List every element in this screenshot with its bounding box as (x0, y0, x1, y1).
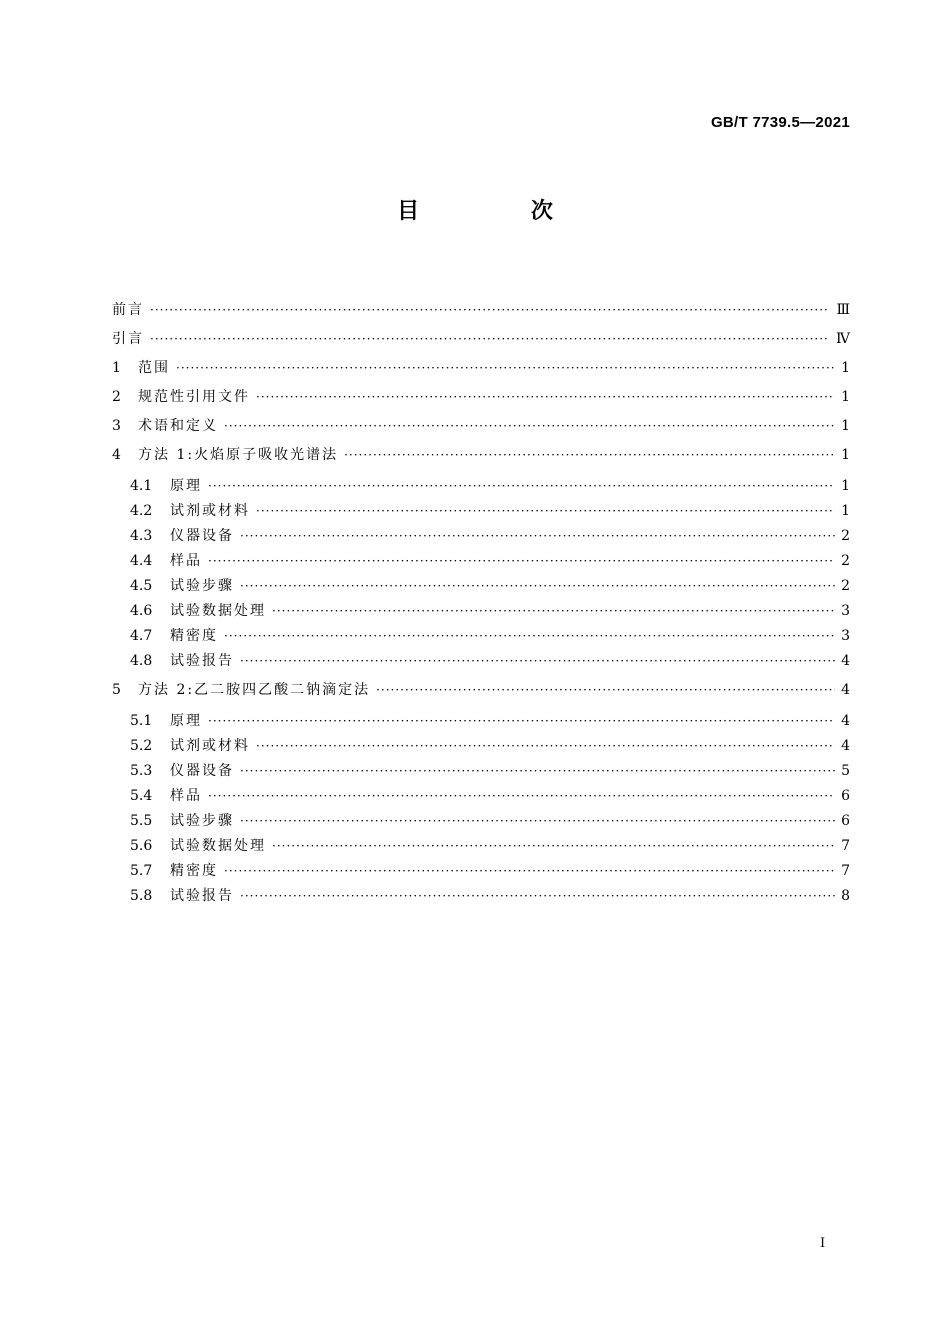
toc-entry-title: 试验步骤 (170, 813, 234, 829)
toc-dot-leader (176, 359, 835, 377)
toc-entry-number: 5.2 (130, 738, 153, 754)
toc-entry[interactable] (112, 412, 850, 441)
toc-entry[interactable] (112, 354, 850, 383)
toc-entry-title: 规范性引用文件 (138, 389, 250, 405)
toc-entry-page: 3 (841, 628, 850, 644)
toc-entry-number: 5.8 (130, 888, 153, 904)
toc-entry[interactable] (112, 325, 850, 354)
toc-entry-page: Ⅲ (836, 302, 850, 318)
toc-dot-leader (150, 330, 830, 348)
toc-entry-page: 6 (841, 788, 850, 804)
toc-entry-page: 1 (841, 447, 850, 463)
toc-dot-leader (224, 417, 835, 435)
toc-dot-leader (256, 502, 835, 520)
toc-entry-page: 1 (841, 418, 850, 434)
toc-entry-number: 5.5 (130, 813, 153, 829)
toc-entry-number: 4.1 (130, 478, 153, 494)
toc-entry[interactable] (112, 651, 850, 676)
toc-dot-leader (224, 627, 835, 645)
toc-dot-leader (208, 787, 835, 805)
toc-entry[interactable] (112, 576, 850, 601)
toc-entry-title: 试验数据处理 (170, 603, 266, 619)
toc-entry-number: 4 (112, 447, 121, 463)
toc-dot-leader (240, 887, 835, 905)
toc-entry[interactable] (112, 501, 850, 526)
toc-entry-title: 方法 1:火焰原子吸收光谱法 (138, 447, 339, 463)
toc-entry[interactable] (112, 676, 850, 705)
standard-code: GB/T 7739.5—2021 (710, 114, 850, 131)
toc-dot-leader (256, 388, 835, 406)
toc-entry-title: 试验报告 (170, 653, 234, 669)
toc-entry-number: 4.2 (130, 503, 153, 519)
toc-entry-page: 7 (841, 838, 850, 854)
toc-entry-page: 3 (841, 603, 850, 619)
toc-entry-page: 6 (841, 813, 850, 829)
toc-dot-leader (272, 602, 835, 620)
toc-entry[interactable] (112, 626, 850, 651)
toc-entry-number: 2 (112, 389, 121, 405)
toc-entry-title: 试验数据处理 (170, 838, 266, 854)
toc-entry-title: 仪器设备 (170, 763, 234, 779)
toc-dot-leader (208, 552, 835, 570)
toc-entry[interactable] (112, 476, 850, 501)
toc-entry-page: 5 (841, 763, 850, 779)
toc-dot-leader (240, 527, 835, 545)
toc-entry-title: 试验报告 (170, 888, 234, 904)
toc-entry-title: 原理 (170, 478, 202, 494)
toc-dot-leader (208, 477, 835, 495)
toc-entry-title: 前言 (112, 302, 144, 318)
page-number: Ⅰ (820, 1236, 826, 1251)
toc-entry[interactable] (112, 786, 850, 811)
toc-entry-number: 5 (112, 682, 121, 698)
toc-entry-title: 范围 (138, 360, 170, 376)
toc-dot-leader (344, 446, 835, 464)
toc-entry-title: 方法 2:乙二胺四乙酸二钠滴定法 (138, 682, 371, 698)
toc-dot-leader (240, 652, 835, 670)
toc-entry-title: 仪器设备 (170, 528, 234, 544)
toc-entry[interactable] (112, 711, 850, 736)
toc-entry-page: 1 (841, 360, 850, 376)
toc-dot-leader (272, 837, 835, 855)
toc-entry-title: 精密度 (170, 628, 218, 644)
toc-entry-page: 2 (841, 578, 850, 594)
toc-dot-leader (256, 737, 835, 755)
toc-entry-page: 4 (841, 738, 850, 754)
toc-entry-page: 7 (841, 863, 850, 879)
toc-entry[interactable] (112, 886, 850, 911)
toc-entry-page: 4 (841, 653, 850, 669)
toc-entry-title: 原理 (170, 713, 202, 729)
toc-dot-leader (240, 577, 835, 595)
toc-entry-page: 8 (841, 888, 850, 904)
toc-dot-leader (224, 862, 835, 880)
toc-entry-title: 术语和定义 (138, 418, 218, 434)
toc-entry-number: 4.8 (130, 653, 153, 669)
toc-entry-page: 4 (841, 682, 850, 698)
toc-entry-number: 4.3 (130, 528, 153, 544)
toc-entry-page: Ⅳ (836, 331, 850, 347)
toc-entry[interactable] (112, 551, 850, 576)
toc-entry-number: 1 (112, 360, 121, 376)
toc-entry[interactable] (112, 526, 850, 551)
toc-entry-page: 1 (841, 389, 850, 405)
toc-entry[interactable] (112, 601, 850, 626)
toc-dot-leader (240, 762, 835, 780)
toc-entry-number: 3 (112, 418, 121, 434)
toc-entry[interactable] (112, 811, 850, 836)
toc-dot-leader (376, 681, 835, 699)
page-title: 目 次 (397, 199, 605, 224)
toc-entry-title: 试验步骤 (170, 578, 234, 594)
toc-entry-number: 4.4 (130, 553, 153, 569)
toc-entry-page: 4 (841, 713, 850, 729)
toc-entry-page: 1 (841, 503, 850, 519)
toc-entry-number: 4.7 (130, 628, 153, 644)
toc-entry[interactable] (112, 736, 850, 761)
toc-entry[interactable] (112, 761, 850, 786)
toc-entry-title: 引言 (112, 331, 144, 347)
toc-entry-number: 5.4 (130, 788, 153, 804)
toc-entry-page: 2 (841, 553, 850, 569)
toc-entry-title: 样品 (170, 553, 202, 569)
toc-entry[interactable] (112, 441, 850, 470)
table-of-contents (112, 296, 850, 911)
toc-entry-title: 试剂或材料 (170, 738, 250, 754)
toc-dot-leader (208, 712, 835, 730)
toc-entry-title: 试剂或材料 (170, 503, 250, 519)
toc-entry-title: 样品 (170, 788, 202, 804)
toc-entry-number: 4.6 (130, 603, 153, 619)
toc-entry-number: 5.3 (130, 763, 153, 779)
toc-entry-page: 2 (841, 528, 850, 544)
toc-entry-number: 5.6 (130, 838, 153, 854)
toc-entry[interactable] (112, 296, 850, 325)
toc-entry-number: 5.1 (130, 713, 153, 729)
toc-dot-leader (240, 812, 835, 830)
toc-entry-number: 4.5 (130, 578, 153, 594)
toc-entry-page: 1 (841, 478, 850, 494)
toc-entry[interactable] (112, 383, 850, 412)
toc-entry-number: 5.7 (130, 863, 153, 879)
toc-entry[interactable] (112, 861, 850, 886)
toc-entry[interactable] (112, 836, 850, 861)
toc-entry-title: 精密度 (170, 863, 218, 879)
toc-dot-leader (150, 301, 830, 319)
